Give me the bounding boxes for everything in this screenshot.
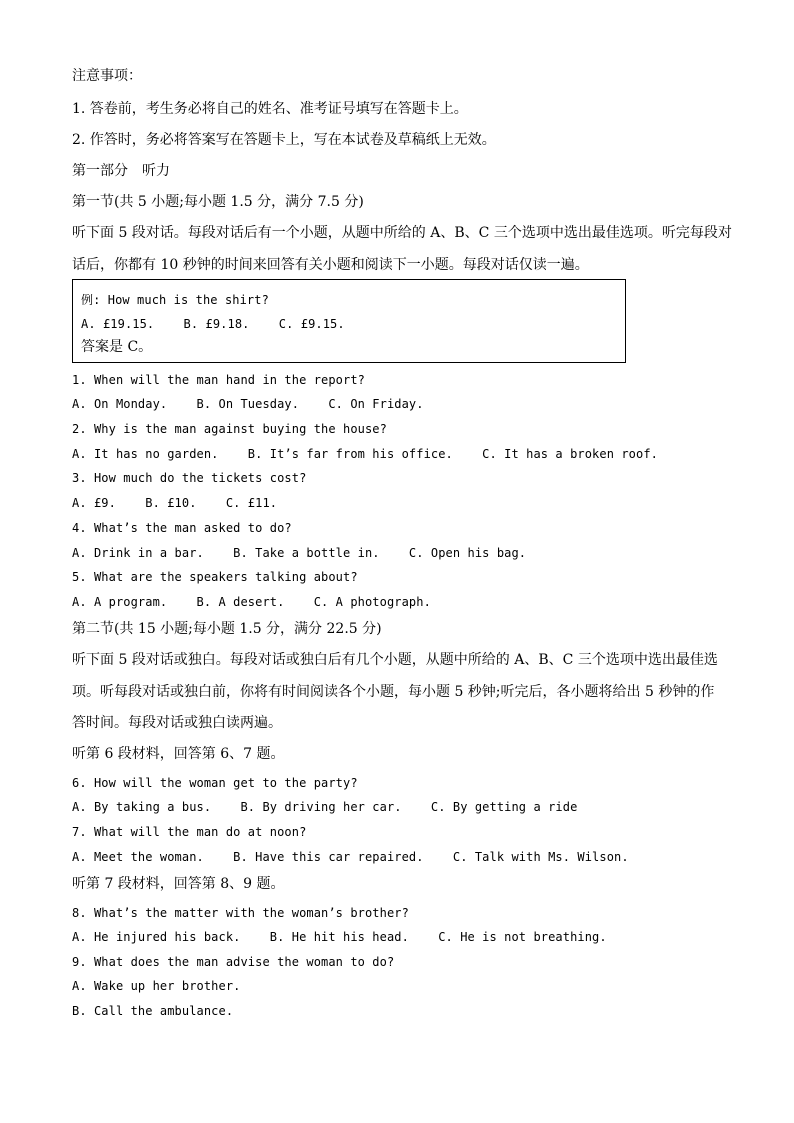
question-3-options: A. £9. B. £10. C. £11. — [72, 496, 278, 510]
question-4: 4. What’s the man asked to do? — [72, 521, 292, 535]
example-options: A. £19.15. B. £9.18. C. £9.15. — [81, 317, 345, 331]
notice-item-2: 2. 作答时，务必将答案写在答题卡上，写在本试卷及草稿纸上无效。 — [72, 132, 496, 148]
example-answer: 答案是 C。 — [81, 339, 153, 355]
question-1-options: A. On Monday. B. On Tuesday. C. On Friday. — [72, 397, 424, 411]
question-1: 1. When will the man hand in the report? — [72, 373, 365, 387]
section2-instruction-line1: 听下面 5 段对话或独白。每段对话或独白后有几个小题，从题中所给的 A、B、C 三个选项中选出最佳选 — [72, 652, 718, 668]
section2-instruction-line3: 答时间。每段对话或独白读两遍。 — [72, 715, 282, 731]
section1-instruction-line2: 话后，你都有 10 秒钟的时间来回答有关小题和阅读下一小题。每段对话仅读一遍。 — [72, 257, 589, 273]
section2-heading: 第二节(共 15 小题;每小题 1.5 分，满分 22.5 分) — [72, 621, 382, 637]
question-6-options: A. By taking a bus. B. By driving her car. C. By getting a ride — [72, 800, 578, 814]
question-2: 2. Why is the man against buying the house? — [72, 422, 387, 436]
material-7-heading: 听第 7 段材料，回答第 8、9 题。 — [72, 876, 285, 892]
question-9: 9. What does the man advise the woman to do? — [72, 955, 395, 969]
question-4-options: A. Drink in a bar. B. Take a bottle in. C. Open his bag. — [72, 546, 527, 560]
question-8: 8. What’s the matter with the woman’s brother? — [72, 906, 409, 920]
question-2-options: A. It has no garden. B. It’s far from his office. C. It has a broken roof. — [72, 447, 658, 461]
question-8-options: A. He injured his back. B. He hit his head. C. He is not breathing. — [72, 930, 607, 944]
notice-title: 注意事项： — [72, 68, 142, 84]
part1-heading: 第一部分 听力 — [72, 163, 170, 179]
question-5: 5. What are the speakers talking about? — [72, 570, 358, 584]
material-6-heading: 听第 6 段材料，回答第 6、7 题。 — [72, 746, 285, 762]
section1-instruction-line1: 听下面 5 段对话。每段对话后有一个小题，从题中所给的 A、B、C 三个选项中选出最佳选项。听完每段对 — [72, 225, 732, 241]
question-5-options: A. A program. B. A desert. C. A photograph. — [72, 595, 431, 609]
notice-item-1: 1. 答卷前，考生务必将自己的姓名、准考证号填写在答题卡上。 — [72, 101, 468, 117]
question-7: 7. What will the man do at noon? — [72, 825, 307, 839]
section2-instruction-line2: 项。听每段对话或独白前，你将有时间阅读各个小题，每小题 5 秒钟;听完后，各小题将给出 5 秒钟的作 — [72, 684, 715, 700]
question-3: 3. How much do the tickets cost? — [72, 471, 307, 485]
question-7-options: A. Meet the woman. B. Have this car repaired. C. Talk with Ms. Wilson. — [72, 850, 629, 864]
question-9-option-a: A. Wake up her brother. — [72, 979, 241, 993]
example-question: 例: How much is the shirt? — [81, 293, 269, 307]
section1-heading: 第一节(共 5 小题;每小题 1.5 分，满分 7.5 分) — [72, 194, 364, 210]
example-box — [72, 279, 626, 363]
question-9-option-b: B. Call the ambulance. — [72, 1004, 234, 1018]
question-6: 6. How will the woman get to the party? — [72, 776, 358, 790]
